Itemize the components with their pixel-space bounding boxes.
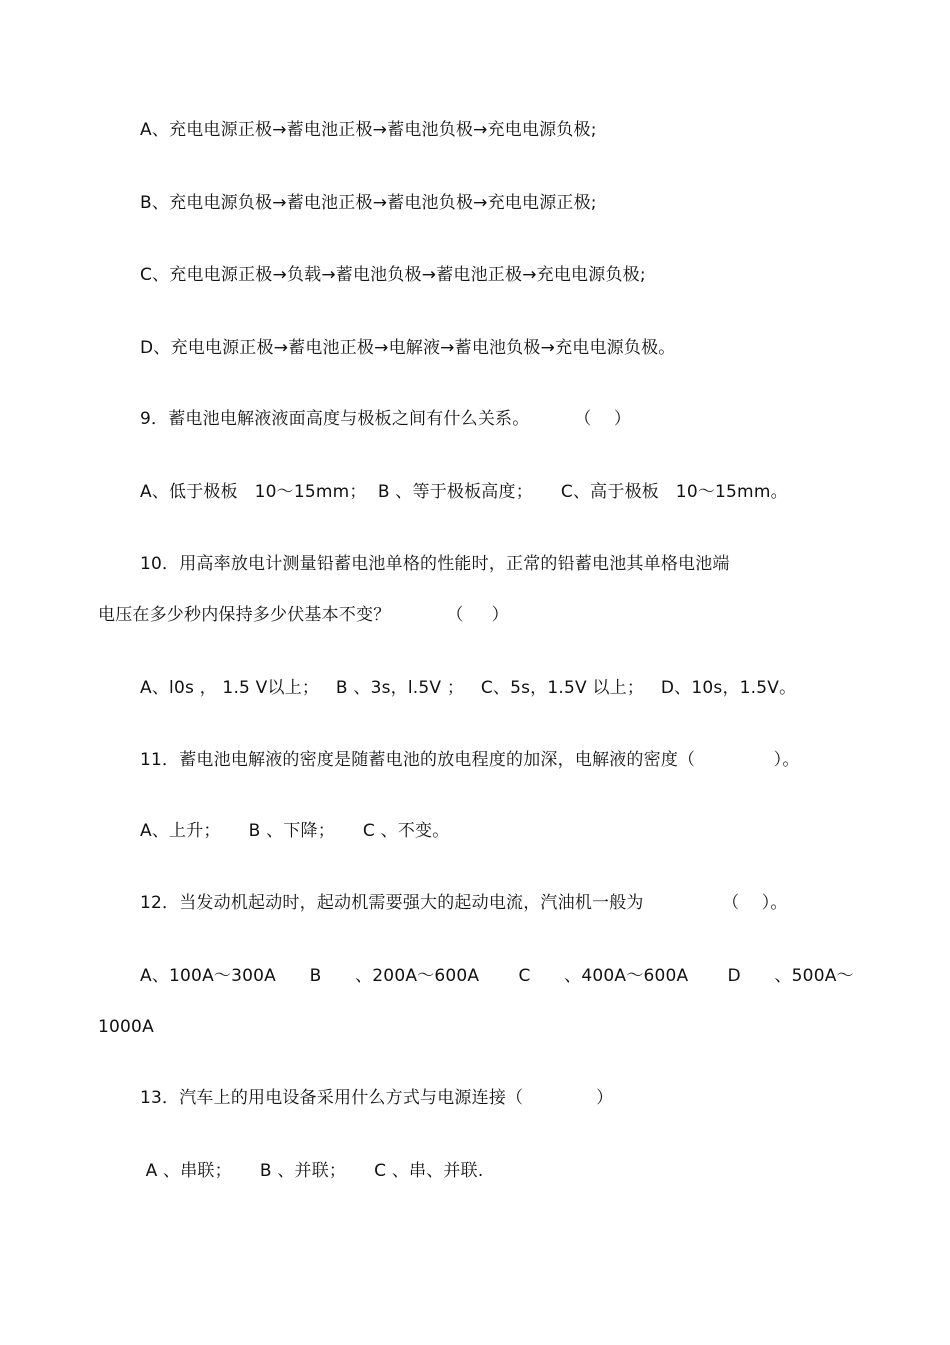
q8-option-d: D、充电电源正极→蓄电池正极→电解液→蓄电池负极→充电电源负极。 [140, 338, 676, 358]
question-11: 11．蓄电池电解液的密度是随蓄电池的放电程度的加深，电解液的密度（ ）。 [140, 750, 800, 770]
question-12: 12．当发动机起动时，起动机需要强大的起动电流，汽油机一般为 （ ）。 [140, 893, 788, 913]
q13-options: A 、串联； B 、并联； C 、串、并联. [140, 1161, 484, 1181]
q10-options: A、l0s ， 1.5 V以上； B 、3s，l.5V ； C、5s，1.5V 以上； D、10s，1.5V。 [140, 678, 797, 698]
question-9: 9．蓄电池电解液液面高度与极板之间有什么关系。 （ ） [140, 409, 632, 429]
question-10-line-2: 电压在多少秒内保持多少伏基本不变？ （ ） [98, 605, 509, 625]
q9-options: A、低于极板 10～15mm； B 、等于极板高度； C、高于极板 10～15mm。 [140, 482, 788, 502]
q12-options-line-2: 1000A [98, 1017, 154, 1037]
q11-options: A、上升； B 、下降； C 、不变。 [140, 821, 450, 841]
q8-option-a: A、充电电源正极→蓄电池正极→蓄电池负极→充电电源负极; [140, 120, 597, 140]
question-10-line-1: 10．用高率放电计测量铅蓄电池单格的性能时，正常的铅蓄电池其单格电池端 [140, 554, 730, 574]
q8-option-c: C、充电电源正极→负载→蓄电池负极→蓄电池正极→充电电源负极; [140, 265, 646, 285]
q8-option-b: B、充电电源负极→蓄电池正极→蓄电池负极→充电电源正极; [140, 193, 597, 213]
q12-options-line-1: A、100A～300A B 、200A～600A C 、400A～600A D 、500A～ [140, 966, 854, 986]
question-13: 13．汽车上的用电设备采用什么方式与电源连接（ ） [140, 1088, 614, 1108]
